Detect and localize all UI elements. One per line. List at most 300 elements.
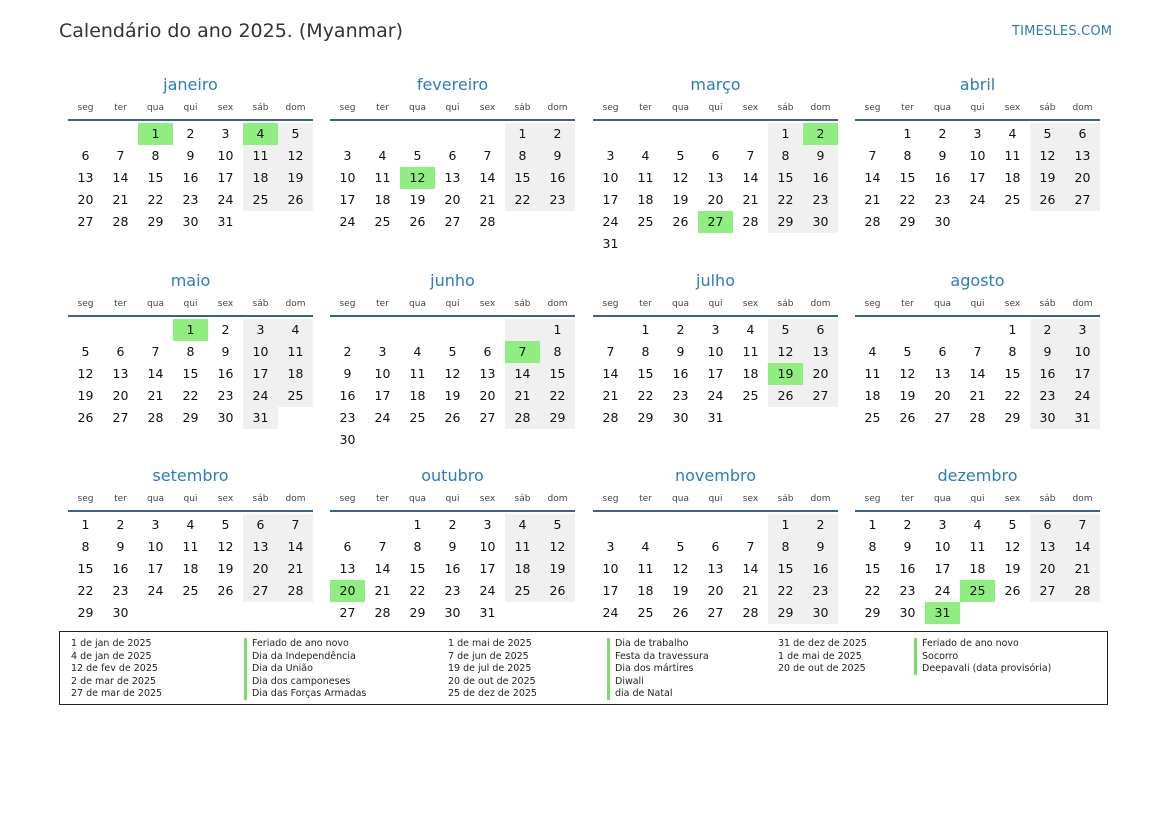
- day-cell[interactable]: 16: [672, 366, 689, 381]
- day-cell[interactable]: 18: [374, 192, 391, 207]
- day-cell[interactable]: 8: [768, 536, 803, 558]
- day-cell[interactable]: 23: [1030, 385, 1065, 407]
- day-cell[interactable]: 23: [540, 189, 575, 211]
- day-cell[interactable]: 4: [186, 517, 195, 532]
- day-cell[interactable]: 27: [112, 410, 129, 425]
- day-cell[interactable]: 16: [1030, 363, 1065, 385]
- day-cell[interactable]: 7: [116, 148, 125, 163]
- day-cell[interactable]: 4: [868, 344, 877, 359]
- day-cell[interactable]: 20: [934, 388, 951, 403]
- day-cell[interactable]: 19: [1030, 167, 1065, 189]
- day-cell[interactable]: 7: [1065, 514, 1100, 536]
- day-cell[interactable]: 28: [864, 214, 881, 229]
- day-cell[interactable]: 30: [182, 214, 199, 229]
- day-cell[interactable]: 31: [217, 214, 234, 229]
- day-cell[interactable]: 26: [409, 214, 426, 229]
- day-cell[interactable]: 24: [602, 605, 619, 620]
- day-cell[interactable]: 18: [637, 583, 654, 598]
- day-cell[interactable]: 9: [938, 148, 947, 163]
- day-cell[interactable]: 10: [217, 148, 234, 163]
- day-cell[interactable]: 24: [339, 214, 356, 229]
- day-cell[interactable]: 29: [768, 211, 803, 233]
- day-cell[interactable]: 21: [742, 192, 759, 207]
- day-cell[interactable]: 16: [112, 561, 129, 576]
- day-cell[interactable]: 13: [479, 366, 496, 381]
- day-cell[interactable]: 23: [112, 583, 129, 598]
- day-cell[interactable]: 25: [637, 214, 654, 229]
- day-cell[interactable]: 17: [602, 583, 619, 598]
- day-cell[interactable]: 25: [1004, 192, 1021, 207]
- day-cell[interactable]: 15: [768, 558, 803, 580]
- day-cell[interactable]: 1: [81, 517, 90, 532]
- day-cell[interactable]: 3: [221, 126, 230, 141]
- day-cell[interactable]: 28: [479, 214, 496, 229]
- day-cell[interactable]: 10: [479, 539, 496, 554]
- day-cell[interactable]: 22: [505, 189, 540, 211]
- day-cell[interactable]: 10: [934, 539, 951, 554]
- day-cell[interactable]: 29: [637, 410, 654, 425]
- day-cell[interactable]: 20: [707, 192, 724, 207]
- day-cell[interactable]: 31: [243, 407, 278, 429]
- day-cell[interactable]: 27: [339, 605, 356, 620]
- day-cell[interactable]: 1: [768, 514, 803, 536]
- day-cell[interactable]: 15: [637, 366, 654, 381]
- day-cell[interactable]: 22: [77, 583, 94, 598]
- day-cell[interactable]: 5: [81, 344, 90, 359]
- day-cell[interactable]: 8: [903, 148, 912, 163]
- day-cell[interactable]: 19: [444, 388, 461, 403]
- day-cell[interactable]: 17: [243, 363, 278, 385]
- day-cell[interactable]: 14: [742, 170, 759, 185]
- day-cell[interactable]: 6: [448, 148, 457, 163]
- day-cell[interactable]: 18: [409, 388, 426, 403]
- day-cell[interactable]: 8: [1008, 344, 1017, 359]
- day-cell[interactable]: 26: [1030, 189, 1065, 211]
- day-cell[interactable]: 13: [803, 341, 838, 363]
- day-cell[interactable]: 21: [602, 388, 619, 403]
- day-cell[interactable]: 4: [278, 319, 313, 341]
- day-cell[interactable]: 14: [505, 363, 540, 385]
- day-cell[interactable]: 20: [1030, 558, 1065, 580]
- day-cell[interactable]: 19: [217, 561, 234, 576]
- day-cell[interactable]: 25: [505, 580, 540, 602]
- day-cell[interactable]: 28: [602, 410, 619, 425]
- day-cell[interactable]: 17: [1065, 363, 1100, 385]
- day-cell[interactable]: 10: [969, 148, 986, 163]
- day-cell[interactable]: 24: [969, 192, 986, 207]
- day-cell[interactable]: 30: [444, 605, 461, 620]
- day-cell[interactable]: 22: [637, 388, 654, 403]
- day-cell[interactable]: 21: [374, 583, 391, 598]
- day-cell[interactable]: 26: [278, 189, 313, 211]
- day-cell[interactable]: 2: [448, 517, 457, 532]
- day-cell[interactable]: 22: [768, 580, 803, 602]
- day-cell[interactable]: 1: [413, 517, 422, 532]
- day-cell[interactable]: 26: [540, 580, 575, 602]
- day-cell[interactable]: 11: [1004, 148, 1021, 163]
- day-cell[interactable]: 21: [278, 558, 313, 580]
- day-cell[interactable]: 1: [768, 123, 803, 145]
- day-cell[interactable]: 7: [606, 344, 615, 359]
- day-cell[interactable]: 7: [868, 148, 877, 163]
- day-cell[interactable]: 14: [864, 170, 881, 185]
- day-cell[interactable]: 11: [182, 539, 199, 554]
- day-cell[interactable]: 19: [278, 167, 313, 189]
- day-cell[interactable]: 11: [278, 341, 313, 363]
- day-cell[interactable]: 11: [637, 170, 654, 185]
- day-cell[interactable]: 19: [672, 583, 689, 598]
- day-cell[interactable]: 23: [934, 192, 951, 207]
- day-cell[interactable]: 26: [444, 410, 461, 425]
- day-cell[interactable]: 9: [803, 145, 838, 167]
- day-cell[interactable]: 1: [641, 322, 650, 337]
- day-cell[interactable]: 30: [934, 214, 951, 229]
- day-cell[interactable]: 7: [746, 539, 755, 554]
- day-cell[interactable]: 21: [969, 388, 986, 403]
- day-cell[interactable]: 13: [444, 170, 461, 185]
- day-cell[interactable]: 28: [742, 214, 759, 229]
- day-cell[interactable]: 25: [182, 583, 199, 598]
- day-cell[interactable]: 18: [742, 366, 759, 381]
- day-cell[interactable]: 16: [803, 167, 838, 189]
- day-cell[interactable]: 3: [378, 344, 387, 359]
- day-cell[interactable]: 17: [374, 388, 391, 403]
- day-cell[interactable]: 8: [413, 539, 422, 554]
- day-cell[interactable]: 14: [969, 366, 986, 381]
- day-cell[interactable]: 19: [672, 192, 689, 207]
- day-cell[interactable]: 5: [1030, 123, 1065, 145]
- day-cell[interactable]: 15: [409, 561, 426, 576]
- day-cell[interactable]: 23: [672, 388, 689, 403]
- day-cell[interactable]: 12: [1030, 145, 1065, 167]
- day-cell[interactable]: 27: [803, 385, 838, 407]
- day-cell[interactable]: 8: [81, 539, 90, 554]
- day-cell[interactable]: 28: [742, 605, 759, 620]
- day-cell[interactable]: 17: [707, 366, 724, 381]
- day-cell[interactable]: 21: [1065, 558, 1100, 580]
- day-cell[interactable]: 8: [151, 148, 160, 163]
- day-cell[interactable]: 26: [77, 410, 94, 425]
- day-cell[interactable]: 6: [803, 319, 838, 341]
- day-cell[interactable]: 10: [1065, 341, 1100, 363]
- day-cell[interactable]: 2: [938, 126, 947, 141]
- day-cell[interactable]: 29: [77, 605, 94, 620]
- day-cell[interactable]: 18: [182, 561, 199, 576]
- day-cell[interactable]: 6: [711, 539, 720, 554]
- day-cell[interactable]: 22: [409, 583, 426, 598]
- day-cell[interactable]: 11: [409, 366, 426, 381]
- day-cell[interactable]: 26: [768, 385, 803, 407]
- day-cell[interactable]: 29: [147, 214, 164, 229]
- day-cell[interactable]: 12: [1004, 539, 1021, 554]
- day-cell[interactable]: 19: [540, 558, 575, 580]
- day-cell[interactable]: 12: [672, 561, 689, 576]
- day-cell[interactable]: 28: [505, 407, 540, 429]
- day-cell[interactable]: 12: [278, 145, 313, 167]
- day-cell[interactable]: 10: [243, 341, 278, 363]
- day-cell[interactable]: 4: [1008, 126, 1017, 141]
- day-cell[interactable]: 25: [742, 388, 759, 403]
- day-cell[interactable]: 26: [672, 605, 689, 620]
- day-cell[interactable]: 4: [641, 148, 650, 163]
- day-cell[interactable]: 23: [899, 583, 916, 598]
- day-cell[interactable]: 11: [742, 344, 759, 359]
- holiday-day-cell[interactable]: 1: [173, 319, 208, 341]
- day-cell[interactable]: 15: [899, 170, 916, 185]
- day-cell[interactable]: 7: [151, 344, 160, 359]
- day-cell[interactable]: 13: [1030, 536, 1065, 558]
- day-cell[interactable]: 21: [112, 192, 129, 207]
- day-cell[interactable]: 28: [374, 605, 391, 620]
- day-cell[interactable]: 17: [934, 561, 951, 576]
- day-cell[interactable]: 5: [221, 517, 230, 532]
- day-cell[interactable]: 7: [973, 344, 982, 359]
- day-cell[interactable]: 6: [81, 148, 90, 163]
- day-cell[interactable]: 13: [339, 561, 356, 576]
- day-cell[interactable]: 20: [112, 388, 129, 403]
- day-cell[interactable]: 10: [374, 366, 391, 381]
- day-cell[interactable]: 19: [77, 388, 94, 403]
- day-cell[interactable]: 6: [343, 539, 352, 554]
- day-cell[interactable]: 22: [768, 189, 803, 211]
- day-cell[interactable]: 23: [217, 388, 234, 403]
- day-cell[interactable]: 27: [934, 410, 951, 425]
- day-cell[interactable]: 27: [707, 605, 724, 620]
- day-cell[interactable]: 29: [899, 214, 916, 229]
- day-cell[interactable]: 24: [217, 192, 234, 207]
- day-cell[interactable]: 3: [606, 148, 615, 163]
- day-cell[interactable]: 4: [505, 514, 540, 536]
- day-cell[interactable]: 16: [444, 561, 461, 576]
- holiday-day-cell[interactable]: 19: [768, 363, 803, 385]
- day-cell[interactable]: 2: [116, 517, 125, 532]
- day-cell[interactable]: 17: [339, 192, 356, 207]
- day-cell[interactable]: 2: [903, 517, 912, 532]
- day-cell[interactable]: 8: [505, 145, 540, 167]
- day-cell[interactable]: 13: [707, 561, 724, 576]
- day-cell[interactable]: 12: [77, 366, 94, 381]
- day-cell[interactable]: 13: [112, 366, 129, 381]
- day-cell[interactable]: 3: [243, 319, 278, 341]
- day-cell[interactable]: 20: [803, 363, 838, 385]
- day-cell[interactable]: 31: [479, 605, 496, 620]
- day-cell[interactable]: 15: [864, 561, 881, 576]
- day-cell[interactable]: 1: [540, 319, 575, 341]
- day-cell[interactable]: 24: [707, 388, 724, 403]
- day-cell[interactable]: 25: [278, 385, 313, 407]
- day-cell[interactable]: 5: [1008, 517, 1017, 532]
- day-cell[interactable]: 17: [479, 561, 496, 576]
- day-cell[interactable]: 18: [278, 363, 313, 385]
- day-cell[interactable]: 21: [742, 583, 759, 598]
- day-cell[interactable]: 27: [479, 410, 496, 425]
- day-cell[interactable]: 31: [1065, 407, 1100, 429]
- day-cell[interactable]: 7: [483, 148, 492, 163]
- day-cell[interactable]: 30: [339, 432, 356, 447]
- day-cell[interactable]: 24: [1065, 385, 1100, 407]
- day-cell[interactable]: 1: [1008, 322, 1017, 337]
- day-cell[interactable]: 1: [868, 517, 877, 532]
- day-cell[interactable]: 14: [602, 366, 619, 381]
- day-cell[interactable]: 5: [413, 148, 422, 163]
- day-cell[interactable]: 13: [77, 170, 94, 185]
- day-cell[interactable]: 11: [374, 170, 391, 185]
- day-cell[interactable]: 25: [409, 410, 426, 425]
- day-cell[interactable]: 5: [676, 539, 685, 554]
- day-cell[interactable]: 21: [505, 385, 540, 407]
- day-cell[interactable]: 9: [1030, 341, 1065, 363]
- day-cell[interactable]: 14: [1065, 536, 1100, 558]
- day-cell[interactable]: 29: [864, 605, 881, 620]
- day-cell[interactable]: 21: [147, 388, 164, 403]
- day-cell[interactable]: 17: [602, 192, 619, 207]
- day-cell[interactable]: 15: [182, 366, 199, 381]
- day-cell[interactable]: 19: [899, 388, 916, 403]
- day-cell[interactable]: 7: [746, 148, 755, 163]
- day-cell[interactable]: 27: [444, 214, 461, 229]
- day-cell[interactable]: 4: [413, 344, 422, 359]
- day-cell[interactable]: 12: [540, 536, 575, 558]
- day-cell[interactable]: 29: [409, 605, 426, 620]
- day-cell[interactable]: 23: [444, 583, 461, 598]
- day-cell[interactable]: 20: [1065, 167, 1100, 189]
- day-cell[interactable]: 22: [864, 583, 881, 598]
- brand-link[interactable]: TIMESLES.COM: [1012, 24, 1113, 39]
- day-cell[interactable]: 27: [1065, 189, 1100, 211]
- day-cell[interactable]: 26: [1004, 583, 1021, 598]
- day-cell[interactable]: 22: [182, 388, 199, 403]
- day-cell[interactable]: 29: [182, 410, 199, 425]
- day-cell[interactable]: 27: [243, 580, 278, 602]
- day-cell[interactable]: 2: [221, 322, 230, 337]
- day-cell[interactable]: 25: [864, 410, 881, 425]
- holiday-day-cell[interactable]: 20: [330, 580, 365, 602]
- day-cell[interactable]: 23: [803, 189, 838, 211]
- day-cell[interactable]: 4: [973, 517, 982, 532]
- day-cell[interactable]: 29: [1004, 410, 1021, 425]
- day-cell[interactable]: 9: [116, 539, 125, 554]
- day-cell[interactable]: 10: [707, 344, 724, 359]
- day-cell[interactable]: 6: [243, 514, 278, 536]
- day-cell[interactable]: 12: [672, 170, 689, 185]
- day-cell[interactable]: 5: [903, 344, 912, 359]
- day-cell[interactable]: 13: [707, 170, 724, 185]
- day-cell[interactable]: 8: [540, 341, 575, 363]
- day-cell[interactable]: 8: [868, 539, 877, 554]
- day-cell[interactable]: 4: [378, 148, 387, 163]
- holiday-day-cell[interactable]: 2: [803, 123, 838, 145]
- day-cell[interactable]: 3: [1065, 319, 1100, 341]
- holiday-day-cell[interactable]: 25: [960, 580, 995, 602]
- day-cell[interactable]: 17: [217, 170, 234, 185]
- day-cell[interactable]: 11: [637, 561, 654, 576]
- day-cell[interactable]: 12: [444, 366, 461, 381]
- day-cell[interactable]: 11: [243, 145, 278, 167]
- day-cell[interactable]: 14: [278, 536, 313, 558]
- day-cell[interactable]: 29: [540, 407, 575, 429]
- day-cell[interactable]: 12: [899, 366, 916, 381]
- day-cell[interactable]: 20: [444, 192, 461, 207]
- day-cell[interactable]: 5: [278, 123, 313, 145]
- day-cell[interactable]: 6: [938, 344, 947, 359]
- day-cell[interactable]: 9: [186, 148, 195, 163]
- day-cell[interactable]: 3: [483, 517, 492, 532]
- day-cell[interactable]: 3: [973, 126, 982, 141]
- day-cell[interactable]: 8: [768, 145, 803, 167]
- day-cell[interactable]: 11: [969, 539, 986, 554]
- day-cell[interactable]: 23: [339, 410, 356, 425]
- day-cell[interactable]: 27: [77, 214, 94, 229]
- day-cell[interactable]: 3: [343, 148, 352, 163]
- day-cell[interactable]: 21: [864, 192, 881, 207]
- day-cell[interactable]: 13: [934, 366, 951, 381]
- day-cell[interactable]: 13: [243, 536, 278, 558]
- day-cell[interactable]: 3: [151, 517, 160, 532]
- day-cell[interactable]: 24: [934, 583, 951, 598]
- day-cell[interactable]: 2: [803, 514, 838, 536]
- day-cell[interactable]: 13: [1065, 145, 1100, 167]
- day-cell[interactable]: 22: [1004, 388, 1021, 403]
- day-cell[interactable]: 1: [903, 126, 912, 141]
- day-cell[interactable]: 18: [637, 192, 654, 207]
- day-cell[interactable]: 15: [540, 363, 575, 385]
- day-cell[interactable]: 10: [147, 539, 164, 554]
- day-cell[interactable]: 18: [505, 558, 540, 580]
- day-cell[interactable]: 22: [540, 385, 575, 407]
- day-cell[interactable]: 19: [1004, 561, 1021, 576]
- day-cell[interactable]: 14: [479, 170, 496, 185]
- day-cell[interactable]: 1: [505, 123, 540, 145]
- day-cell[interactable]: 10: [339, 170, 356, 185]
- day-cell[interactable]: 26: [899, 410, 916, 425]
- day-cell[interactable]: 20: [77, 192, 94, 207]
- day-cell[interactable]: 9: [676, 344, 685, 359]
- day-cell[interactable]: 24: [602, 214, 619, 229]
- day-cell[interactable]: 24: [374, 410, 391, 425]
- day-cell[interactable]: 5: [540, 514, 575, 536]
- day-cell[interactable]: 3: [938, 517, 947, 532]
- day-cell[interactable]: 4: [746, 322, 755, 337]
- day-cell[interactable]: 5: [448, 344, 457, 359]
- day-cell[interactable]: 8: [186, 344, 195, 359]
- day-cell[interactable]: 30: [217, 410, 234, 425]
- day-cell[interactable]: 18: [1004, 170, 1021, 185]
- day-cell[interactable]: 15: [1004, 366, 1021, 381]
- day-cell[interactable]: 22: [899, 192, 916, 207]
- day-cell[interactable]: 2: [1030, 319, 1065, 341]
- day-cell[interactable]: 6: [711, 148, 720, 163]
- day-cell[interactable]: 24: [243, 385, 278, 407]
- day-cell[interactable]: 14: [147, 366, 164, 381]
- day-cell[interactable]: 15: [768, 167, 803, 189]
- day-cell[interactable]: 3: [606, 539, 615, 554]
- day-cell[interactable]: 21: [479, 192, 496, 207]
- day-cell[interactable]: 30: [1030, 407, 1065, 429]
- day-cell[interactable]: 26: [672, 214, 689, 229]
- holiday-day-cell[interactable]: 27: [698, 211, 733, 233]
- day-cell[interactable]: 16: [540, 167, 575, 189]
- day-cell[interactable]: 26: [217, 583, 234, 598]
- day-cell[interactable]: 2: [540, 123, 575, 145]
- day-cell[interactable]: 24: [147, 583, 164, 598]
- day-cell[interactable]: 16: [899, 561, 916, 576]
- day-cell[interactable]: 16: [934, 170, 951, 185]
- day-cell[interactable]: 30: [672, 410, 689, 425]
- holiday-day-cell[interactable]: 12: [400, 167, 435, 189]
- day-cell[interactable]: 30: [899, 605, 916, 620]
- day-cell[interactable]: 9: [448, 539, 457, 554]
- holiday-day-cell[interactable]: 1: [138, 123, 173, 145]
